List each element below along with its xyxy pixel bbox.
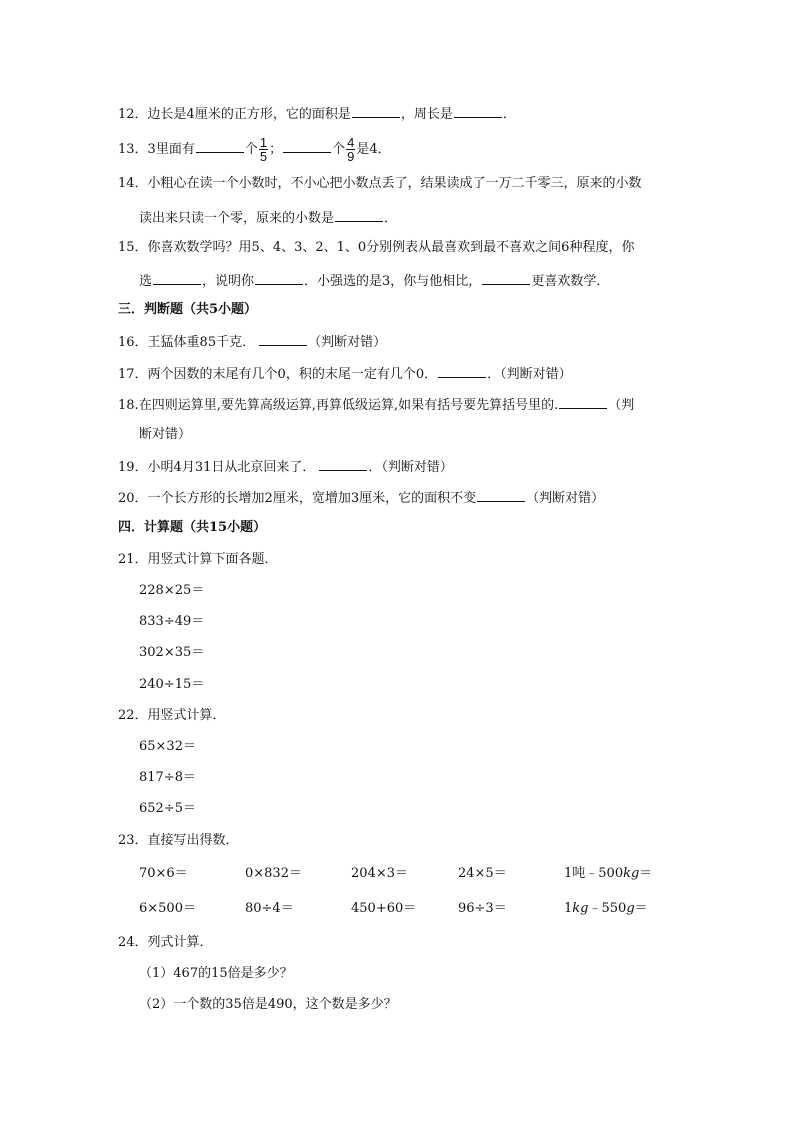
- answer-blank[interactable]: [477, 487, 525, 502]
- calc-item: 228×25＝: [139, 583, 205, 598]
- question-text: 你喜欢数学吗？用5、4、3、2、1、0分别例表从最喜欢到最不喜欢之间6种程度，你: [147, 240, 635, 255]
- question-16: [118, 331, 386, 353]
- question-text: （判: [608, 398, 635, 413]
- question-18-line-1: [118, 394, 634, 416]
- question-15-line-2: [139, 270, 609, 292]
- mental-calc-item: 6×500＝: [139, 901, 196, 916]
- question-14-line-2: [139, 207, 397, 229]
- question-text: 是4．: [356, 142, 391, 157]
- calc-item: 817÷8＝: [139, 770, 196, 785]
- calc-item: 302×35＝: [139, 645, 205, 660]
- mental-calc-item: [564, 899, 648, 919]
- calc-text: ＝: [639, 866, 653, 881]
- mental-calc-item: 450+60＝: [351, 901, 417, 916]
- question-number: 12．: [118, 107, 148, 122]
- question-number: 20．: [118, 491, 148, 506]
- answer-blank[interactable]: [283, 138, 331, 153]
- question-number: 17．: [118, 367, 148, 382]
- question-text: 选: [139, 274, 153, 289]
- mental-calc-item: [564, 864, 652, 884]
- calc-item: 65×32＝: [139, 739, 196, 754]
- calc-item: 652÷5＝: [139, 801, 196, 816]
- question-text: 一个长方形的长增加2厘米，宽增加3厘米，它的面积不变: [147, 491, 477, 506]
- unit-kg: kg: [572, 901, 589, 916]
- question-text: 在四则运算里,要先算高级运算,再算低级运算,如果有括号要先算括号里的.: [138, 398, 559, 413]
- question-number: 23．: [118, 833, 148, 848]
- answer-blank[interactable]: [559, 394, 607, 409]
- question-number: 22．: [118, 708, 148, 723]
- section-heading-calculation: 四．计算题（共15小题）: [118, 520, 267, 535]
- mental-calc-item: 96÷3＝: [458, 901, 507, 916]
- question-text: （判断对错）: [526, 491, 605, 506]
- answer-blank[interactable]: [482, 270, 530, 285]
- question-text: ；: [269, 142, 283, 157]
- unit-kg: kg: [623, 866, 640, 881]
- question-text: （判断对错）: [308, 335, 387, 350]
- question-text: 直接写出得数．: [147, 833, 239, 848]
- answer-blank[interactable]: [255, 270, 303, 285]
- question-text: 边长是4厘米的正方形，它的面积是: [147, 107, 351, 122]
- question-24-title: [118, 933, 213, 953]
- calc-item: 833÷49＝: [139, 614, 205, 629]
- question-13: [118, 136, 391, 163]
- question-text: 个: [244, 142, 258, 157]
- fraction-denominator: 9: [347, 149, 355, 164]
- question-text: ．小强选的是3，你与他相比，: [304, 274, 482, 289]
- question-text: ．（判断对错）: [487, 367, 572, 382]
- question-text: ．: [502, 107, 516, 122]
- question-text: 3里面有: [147, 142, 195, 157]
- fraction-numerator: 1: [259, 135, 268, 150]
- question-text: 更喜欢数学．: [531, 274, 610, 289]
- question-number: 21．: [118, 552, 148, 567]
- question-text: 两个因数的末尾有几个0，积的末尾一定有几个0．: [147, 367, 438, 382]
- fraction-denominator: 5: [259, 149, 268, 164]
- question-20: [118, 487, 604, 509]
- question-text: 小明4月31日从北京回来了．: [147, 460, 316, 475]
- question-text: ．（判断对错）: [368, 460, 453, 475]
- question-number: 13．: [118, 142, 148, 157]
- question-text: 王猛体重85千克．: [147, 335, 256, 350]
- mental-calc-item: 0×832＝: [245, 866, 302, 881]
- sub-question-1: （1）467的15倍是多少？: [139, 966, 293, 981]
- unit-g: g: [626, 901, 635, 916]
- question-text: 用竖式计算下面各题．: [147, 552, 278, 567]
- mental-calc-item: 204×3＝: [351, 866, 408, 881]
- question-12: [118, 103, 516, 125]
- calc-text: ﹣550: [588, 901, 627, 916]
- section-heading-judgement: 三．判断题（共5小题）: [118, 302, 258, 317]
- question-21-title: [118, 550, 278, 570]
- answer-blank[interactable]: [454, 103, 502, 118]
- question-number: 16．: [118, 335, 148, 350]
- sub-question-2: （2）一个数的35倍是490，这个数是多少？: [139, 997, 397, 1012]
- question-23-title: [118, 831, 239, 851]
- calc-text: ＝: [634, 901, 648, 916]
- question-14-line-1: [118, 174, 642, 194]
- question-text: 断对错）: [139, 427, 192, 442]
- question-text: 列式计算．: [147, 935, 213, 950]
- answer-blank[interactable]: [153, 270, 201, 285]
- mental-calc-item: 80÷4＝: [245, 901, 294, 916]
- question-number: 24．: [118, 935, 148, 950]
- calc-text: 1吨﹣500: [564, 866, 624, 881]
- question-22-title: [118, 706, 226, 726]
- question-number: 19．: [118, 460, 148, 475]
- answer-blank[interactable]: [259, 331, 307, 346]
- answer-blank[interactable]: [319, 456, 367, 471]
- mental-calc-item: 24×5＝: [458, 866, 507, 881]
- question-number: 15．: [118, 240, 148, 255]
- fraction-four-ninths: [346, 136, 355, 163]
- question-text: 个: [332, 142, 346, 157]
- question-17: [118, 363, 572, 385]
- question-text: 用竖式计算．: [147, 708, 226, 723]
- fraction-numerator: 4: [347, 135, 355, 150]
- question-number: 14．: [118, 176, 148, 191]
- answer-blank[interactable]: [335, 207, 383, 222]
- calc-item: 240÷15＝: [139, 677, 205, 692]
- question-text: 小粗心在读一个小数时，不小心把小数点丢了，结果读成了一万二千零三，原来的小数: [147, 176, 642, 191]
- question-15-line-1: [118, 238, 634, 258]
- question-number: 18.: [118, 398, 139, 413]
- question-text: ．: [384, 211, 398, 226]
- mental-calc-item: 70×6＝: [139, 866, 188, 881]
- question-18-line-2: [139, 425, 191, 445]
- answer-blank[interactable]: [438, 363, 486, 378]
- question-text: 读出来只读一个零，原来的小数是: [139, 211, 335, 226]
- calc-text: 1: [564, 901, 573, 916]
- question-text: ，说明你: [202, 274, 255, 289]
- fraction-one-fifth: [259, 136, 268, 163]
- answer-blank[interactable]: [196, 138, 244, 153]
- answer-blank[interactable]: [352, 103, 400, 118]
- question-text: ，周长是: [400, 107, 453, 122]
- question-19: [118, 456, 453, 478]
